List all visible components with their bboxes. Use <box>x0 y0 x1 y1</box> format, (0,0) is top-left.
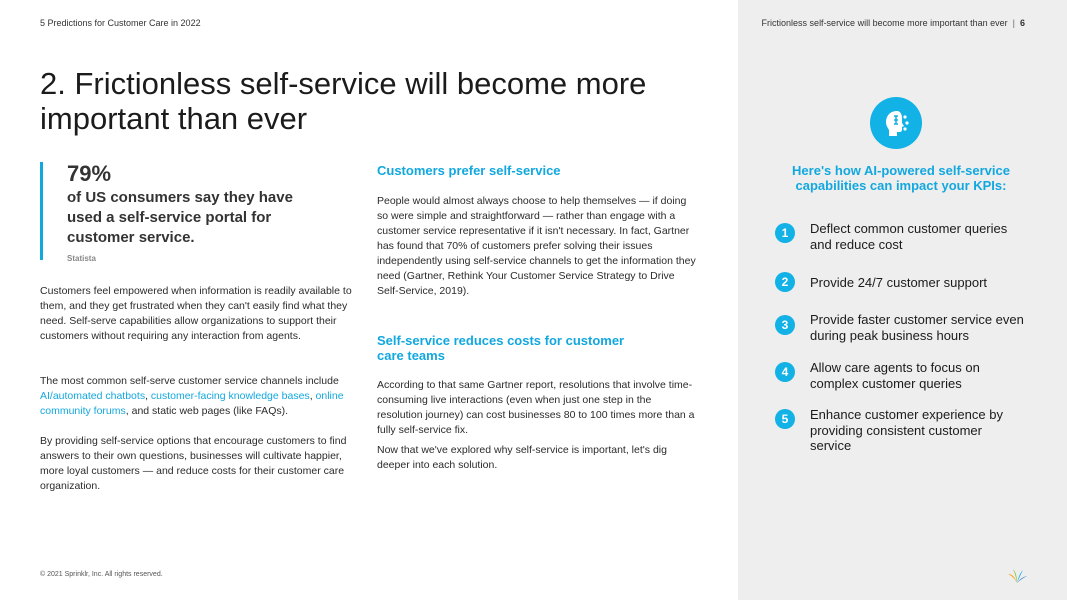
left-paragraph-2-intro: The most common self-serve customer service channels include <box>40 375 339 387</box>
middle-paragraph-3: Now that we've explored why self-service is important, let's dig deeper into each solution. <box>377 444 667 471</box>
kpi-number-badge: 4 <box>775 362 795 382</box>
page-title: 2. Frictionless self-service will become more important than ever <box>40 66 647 136</box>
header-section-label: Frictionless self-service will become more important than ever <box>761 18 1008 28</box>
left-paragraph-2-end: , and static web pages (like FAQs). <box>125 405 289 417</box>
kpi-text: Allow care agents to focus on complex customer queries <box>810 360 980 391</box>
subheading-reduces-costs: Self-service reduces costs for customer care teams <box>377 333 625 363</box>
left-paragraph-1: Customers feel empowered when information is readily available to them, and they get frustrated when they can't easily find what they need. Self-serve capabilities allow organizations to support their customers without requiring any interaction from agents. <box>40 285 352 342</box>
sprinklr-logo-icon <box>1006 566 1028 589</box>
kpi-number-badge: 3 <box>775 315 795 335</box>
kpi-number-badge: 1 <box>775 223 795 243</box>
knowledge-bases-link[interactable]: customer-facing knowledge bases <box>150 390 310 402</box>
kpi-text: Provide 24/7 customer support <box>810 275 988 290</box>
link-separator: , <box>145 390 151 402</box>
header-document-title: 5 Predictions for Customer Care in 2022 <box>40 18 201 28</box>
subheading-customers-prefer: Customers prefer self-service <box>377 163 561 178</box>
brain-icon <box>870 97 922 149</box>
chatbots-link[interactable]: AI/automated chatbots <box>40 390 146 402</box>
kpi-number-badge: 2 <box>775 272 795 292</box>
header-separator: | <box>1012 18 1015 28</box>
page-number: 6 <box>1019 18 1025 28</box>
stat-source: Statista <box>67 254 96 263</box>
header-section-title <box>762 18 1025 28</box>
kpi-text: Enhance customer experience by providing consistent customer service <box>810 407 1003 453</box>
left-paragraph-3: By providing self-service options that encourage customers to find answers to their own questions, businesses will cultivate happier, more loyal customers — and reduce costs for their customer care organization. <box>40 435 347 492</box>
kpi-text: Provide faster customer service even during peak business hours <box>810 312 1024 343</box>
middle-paragraph-2: According to that same Gartner report, resolutions that involve time-consuming live interactions (even when just one step in the resolution journey) can cost businesses 80 to 100 times more than a fully self-service fix. <box>377 379 695 436</box>
community-forums-link[interactable]: online community forums <box>40 390 344 417</box>
kpi-number-badge: 5 <box>775 409 795 429</box>
sidebar-panel <box>738 0 1067 600</box>
link-separator: , <box>309 390 316 402</box>
stat-callout <box>40 161 340 263</box>
stat-value: 79% <box>67 161 112 186</box>
sidebar-heading: Here's how AI-powered self-service capabilities can impact your KPIs: <box>792 163 1010 193</box>
middle-paragraph-1: People would almost always choose to help themselves — if doing so were simple and straightforward — rather than engage with a customer service representative if it isn't necessary. In fact, Gartner has found that 70% of customers prefer solving their issues independently using self-service channels to get the information they need (Gartner, Rethink Your Customer Service Strategy to Drive Self-Service, 2019). <box>377 195 696 297</box>
copyright-footer: © 2021 Sprinklr, Inc. All rights reserved. <box>40 571 163 578</box>
stat-text: of US consumers say they have used a self-service portal for customer service. <box>67 189 293 246</box>
kpi-text: Deflect common customer queries and reduce cost <box>810 221 1008 252</box>
left-paragraph-2 <box>40 374 358 419</box>
